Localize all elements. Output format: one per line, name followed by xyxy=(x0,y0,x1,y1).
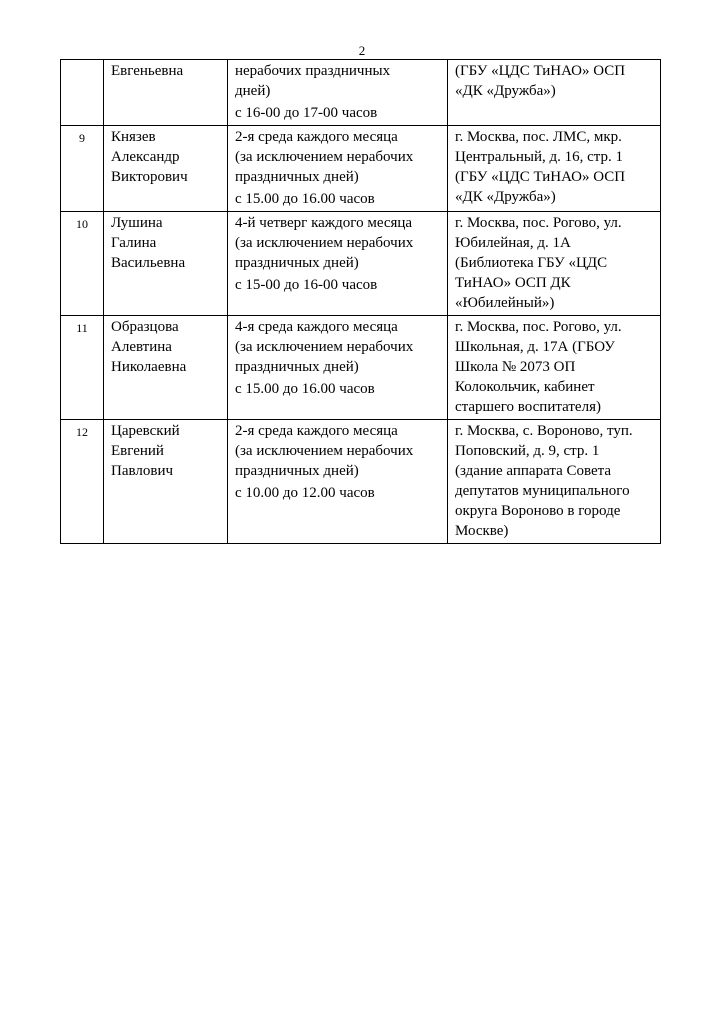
schedule-cell xyxy=(228,420,448,544)
deputy-name-line: Николаевна xyxy=(111,359,187,375)
schedule-line: (за исключением нерабочих xyxy=(235,443,414,459)
location-cell xyxy=(448,60,661,126)
schedule-line: (за исключением нерабочих xyxy=(235,149,414,165)
row-number: 9 xyxy=(61,126,104,212)
deputy-name-line: Александр xyxy=(111,149,180,165)
table-row xyxy=(61,212,661,316)
deputy-name-line: Павлович xyxy=(111,463,174,479)
location-line: ТиНАО» ОСП ДК xyxy=(455,275,571,291)
location-cell xyxy=(448,126,661,212)
table-row xyxy=(61,316,661,420)
schedule-line: 2-я среда каждого месяца xyxy=(235,423,398,439)
deputy-name-line: Евгеньевна xyxy=(111,63,184,79)
schedule-hours: с 15.00 до 16.00 часов xyxy=(235,381,375,397)
location-line: (ГБУ «ЦДС ТиНАО» ОСП xyxy=(455,169,626,185)
location-cell xyxy=(448,212,661,316)
schedule-hours: с 15-00 до 16-00 часов xyxy=(235,277,378,293)
location-line: Школа № 2073 ОП xyxy=(455,359,576,375)
schedule-cell xyxy=(228,212,448,316)
deputy-name-cell xyxy=(104,60,228,126)
schedule-line: праздничных дней) xyxy=(235,169,359,185)
row-number: 10 xyxy=(61,212,104,316)
location-line: г. Москва, с. Вороново, туп. xyxy=(455,423,633,439)
location-line: Поповский, д. 9, стр. 1 xyxy=(455,443,600,459)
location-line: (Библиотека ГБУ «ЦДС xyxy=(455,255,608,271)
reception-schedule-table xyxy=(60,59,661,544)
deputy-name-cell xyxy=(104,316,228,420)
deputy-name-line: Царевский xyxy=(111,423,180,439)
row-number: 11 xyxy=(61,316,104,420)
deputy-name-cell xyxy=(104,420,228,544)
page-number: 2 xyxy=(358,43,366,58)
deputy-name-line: Образцова xyxy=(111,319,179,335)
schedule-line: (за исключением нерабочих xyxy=(235,235,414,251)
location-line: округа Вороново в городе xyxy=(455,503,621,519)
schedule-line: дней) xyxy=(235,83,271,99)
schedule-cell xyxy=(228,126,448,212)
deputy-name-line: Викторович xyxy=(111,169,188,185)
schedule-line: нерабочих праздничных xyxy=(235,63,391,79)
deputy-name-line: Князев xyxy=(111,129,156,145)
location-line: «Юбилейный») xyxy=(455,295,555,311)
table-row xyxy=(61,126,661,212)
location-line: Центральный, д. 16, стр. 1 xyxy=(455,149,624,165)
schedule-line: праздничных дней) xyxy=(235,359,359,375)
schedule-line: праздничных дней) xyxy=(235,255,359,271)
location-line: г. Москва, пос. ЛМС, мкр. xyxy=(455,129,622,145)
deputy-name-cell xyxy=(104,126,228,212)
location-line: Юбилейная, д. 1А xyxy=(455,235,571,251)
schedule-cell xyxy=(228,60,448,126)
schedule-line: 4-я среда каждого месяца xyxy=(235,319,398,335)
deputy-name-line: Алевтина xyxy=(111,339,172,355)
location-line: Колокольчик, кабинет xyxy=(455,379,595,395)
row-number: 12 xyxy=(61,420,104,544)
table-row xyxy=(61,60,661,126)
location-line: Школьная, д. 17А (ГБОУ xyxy=(455,339,615,355)
location-line: «ДК «Дружба») xyxy=(455,83,556,99)
schedule-hours: с 15.00 до 16.00 часов xyxy=(235,191,375,207)
deputy-name-line: Евгений xyxy=(111,443,164,459)
deputy-name-line: Васильевна xyxy=(111,255,186,271)
schedule-hours: с 10.00 до 12.00 часов xyxy=(235,485,375,501)
location-line: (здание аппарата Совета xyxy=(455,463,612,479)
schedule-line: праздничных дней) xyxy=(235,463,359,479)
schedule-line: 2-я среда каждого месяца xyxy=(235,129,398,145)
deputy-name-line: Лушина xyxy=(111,215,163,231)
row-number xyxy=(61,60,104,126)
location-line: Москве) xyxy=(455,523,509,539)
location-line: г. Москва, пос. Рогово, ул. xyxy=(455,319,622,335)
deputy-name-cell xyxy=(104,212,228,316)
table-row xyxy=(61,420,661,544)
schedule-line: (за исключением нерабочих xyxy=(235,339,414,355)
schedule-cell xyxy=(228,316,448,420)
location-cell xyxy=(448,420,661,544)
location-line: г. Москва, пос. Рогово, ул. xyxy=(455,215,622,231)
location-line: депутатов муниципального xyxy=(455,483,630,499)
schedule-line: 4-й четверг каждого месяца xyxy=(235,215,413,231)
location-line: (ГБУ «ЦДС ТиНАО» ОСП xyxy=(455,63,626,79)
location-line: старшего воспитателя) xyxy=(455,399,601,415)
location-cell xyxy=(448,316,661,420)
location-line: «ДК «Дружба») xyxy=(455,189,556,205)
deputy-name-line: Галина xyxy=(111,235,157,251)
schedule-hours: с 16-00 до 17-00 часов xyxy=(235,105,378,121)
